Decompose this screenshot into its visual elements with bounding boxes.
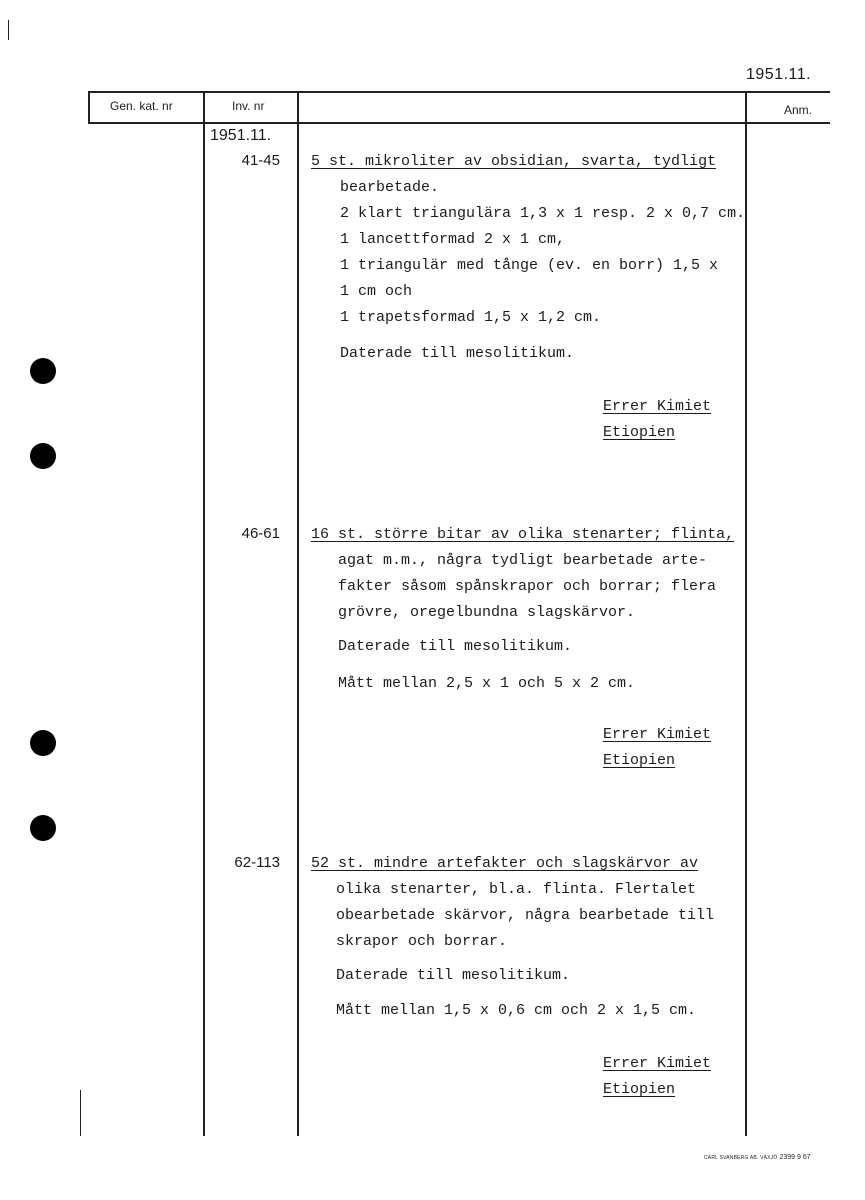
entry-line: Mått mellan 1,5 x 0,6 cm och 2 x 1,5 cm. [336, 1002, 697, 1019]
inventory-number: 41-45 [241, 152, 280, 169]
entry-dating [340, 341, 574, 367]
entry-line: Daterade till mesolitikum. [336, 967, 571, 984]
entry-line: grövre, oregelbundna slagskärvor. [338, 604, 636, 621]
locality-country: Etiopien [603, 424, 676, 441]
header-top-rule [88, 91, 830, 93]
entry-line: obearbetade skärvor, några bearbetade till [336, 907, 715, 924]
locality-name: Errer Kimiet [603, 1055, 712, 1072]
entry-dating [336, 963, 570, 989]
form-number: 2399 9 67 [779, 1154, 811, 1161]
inventory-number: 46-61 [241, 525, 280, 542]
punch-hole-icon [30, 730, 56, 756]
left-margin-line [80, 1090, 81, 1136]
entry-line: 1 cm och [340, 283, 413, 300]
entry-text [340, 175, 745, 331]
printer-mark [704, 1154, 811, 1161]
entry-text [311, 851, 698, 877]
locality-name: Errer Kimiet [603, 726, 712, 743]
inventory-number: 62-113 [234, 854, 280, 871]
locality-name: Errer Kimiet [603, 398, 712, 415]
punch-hole-icon [30, 815, 56, 841]
entry-signature [603, 722, 711, 774]
entry-signature [603, 1051, 711, 1103]
entry-line: agat m.m., några tydligt bearbetade arte- [338, 552, 708, 569]
entry-line: skrapor och borrar. [336, 933, 508, 950]
column-divider-anm [745, 91, 747, 1136]
entry-line: bearbetade. [340, 179, 440, 196]
entry-text [311, 149, 716, 175]
col-header-anm: Anm. [784, 103, 813, 117]
entry-text [338, 548, 716, 626]
locality-country: Etiopien [603, 752, 676, 769]
entry-signature [603, 394, 711, 446]
entry-line: 1 lancettformad 2 x 1 cm, [340, 231, 566, 248]
inventory-year: 1951.11. [210, 127, 272, 144]
printer-name: CARL SVANBERG AB. VÄXJÖ [704, 1155, 778, 1161]
locality-country: Etiopien [603, 1081, 676, 1098]
header-bottom-rule [88, 122, 830, 124]
entry-line: 2 klart triangulära 1,3 x 1 resp. 2 x 0,7 cm. [340, 205, 746, 222]
edge-mark [8, 20, 9, 40]
entry-line: 1 triangulär med tånge (ev. en borr) 1,5 x [340, 257, 719, 274]
entry-heading: 52 st. mindre artefakter och slagskärvor av [311, 855, 699, 872]
entry-line: olika stenarter, bl.a. flinta. Flertalet [336, 881, 697, 898]
entry-line: 1 trapetsformad 1,5 x 1,2 cm. [340, 309, 602, 326]
column-divider-text [297, 91, 299, 1136]
entry-dating [338, 634, 572, 660]
entry-heading: 5 st. mikroliter av obsidian, svarta, tydligt [311, 153, 717, 170]
entry-line: Mått mellan 2,5 x 1 och 5 x 2 cm. [338, 675, 636, 692]
entry-line: Daterade till mesolitikum. [338, 638, 573, 655]
entry-text [336, 877, 714, 955]
catalogue-number: 1951.11. [746, 66, 812, 83]
entry-text [311, 522, 734, 548]
entry-measures [336, 998, 696, 1024]
punch-hole-icon [30, 358, 56, 384]
column-divider-inv [203, 91, 205, 1136]
col-header-inv: Inv. nr [232, 99, 265, 113]
punch-hole-icon [30, 443, 56, 469]
col-header-gen-kat: Gen. kat. nr [110, 99, 173, 113]
column-divider-gen [88, 91, 90, 124]
entry-heading: 16 st. större bitar av olika stenarter; flinta, [311, 526, 735, 543]
entry-line: Daterade till mesolitikum. [340, 345, 575, 362]
entry-line: fakter såsom spånskrapor och borrar; flera [338, 578, 717, 595]
entry-measures [338, 671, 635, 697]
